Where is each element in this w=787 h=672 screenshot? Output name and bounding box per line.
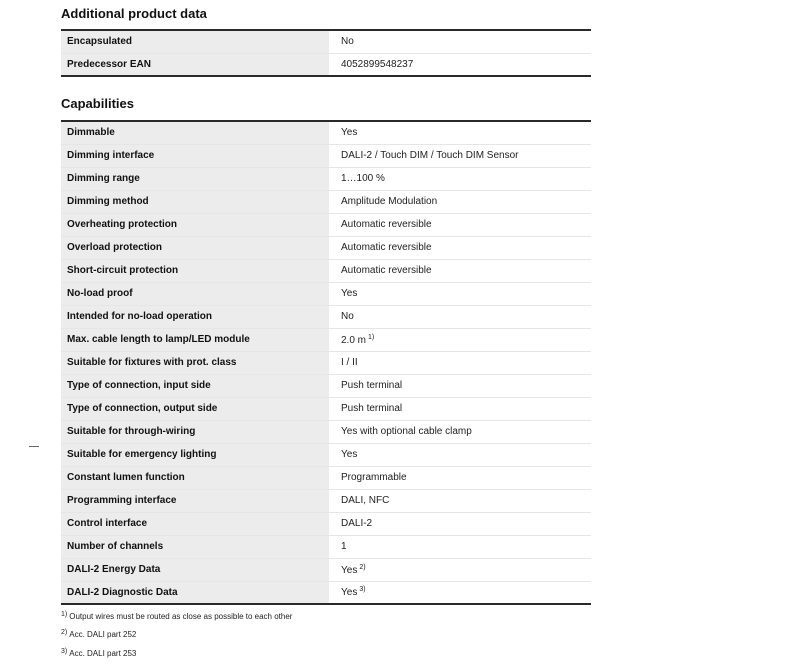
row-value-text: Yes: [341, 587, 358, 599]
footnote-reference: 1): [368, 333, 375, 341]
row-value-text: Automatic reversible: [341, 265, 432, 276]
table-row: [61, 282, 591, 305]
row-label: Predecessor EAN: [61, 53, 329, 76]
row-label: Suitable for emergency lighting: [61, 443, 329, 466]
footnote-text: Acc. DALI part 252: [69, 630, 137, 639]
row-value-text: Yes with optional cable clamp: [341, 426, 472, 437]
row-value-text: Automatic reversible: [341, 219, 432, 230]
row-value: [329, 512, 591, 535]
table-row: [61, 420, 591, 443]
table-row: [61, 305, 591, 328]
table-row: [61, 558, 591, 581]
table-row: [61, 489, 591, 512]
footnote-mark: 1): [61, 611, 68, 618]
row-value-text: 1: [341, 541, 347, 552]
table-row: [61, 443, 591, 466]
row-label: DALI-2 Diagnostic Data: [61, 581, 329, 604]
row-value-text: Push terminal: [341, 380, 403, 391]
row-label: Number of channels: [61, 535, 329, 558]
row-value: [329, 558, 591, 581]
row-value-text: DALI-2: [341, 518, 373, 529]
row-value-text: DALI, NFC: [341, 495, 390, 506]
row-value: [329, 397, 591, 420]
table-row: [61, 121, 591, 144]
row-label: Dimmable: [61, 121, 329, 144]
table-row: [61, 581, 591, 604]
row-value: [329, 121, 591, 144]
footnote-mark: 3): [61, 648, 68, 655]
row-value: [329, 282, 591, 305]
row-value-text: Yes: [341, 564, 358, 576]
table-row: [61, 397, 591, 420]
row-value-text: 4052899548237: [341, 58, 414, 70]
footnote-text: Acc. DALI part 253: [69, 649, 137, 658]
footnote-1: [61, 611, 292, 621]
row-label: Dimming range: [61, 167, 329, 190]
row-label: Short-circuit protection: [61, 259, 329, 282]
row-value-text: DALI-2 / Touch DIM / Touch DIM Sensor: [341, 150, 519, 161]
additional-product-data-heading: Additional product data: [61, 6, 207, 21]
row-label: Constant lumen function: [61, 466, 329, 489]
row-value-text: Programmable: [341, 472, 407, 483]
table-row: [61, 167, 591, 190]
table-row: [61, 535, 591, 558]
table-row: [61, 328, 591, 351]
row-value: [329, 259, 591, 282]
row-label: Overload protection: [61, 236, 329, 259]
row-value: [329, 420, 591, 443]
row-label: Type of connection, output side: [61, 397, 329, 420]
table-row: [61, 374, 591, 397]
row-value: [329, 53, 591, 76]
row-value: [329, 351, 591, 374]
row-label: Intended for no-load operation: [61, 305, 329, 328]
table-row: [61, 512, 591, 535]
row-value: [329, 236, 591, 259]
table-row: [61, 53, 591, 76]
row-value: [329, 30, 591, 53]
row-value-text: Yes: [341, 288, 358, 299]
footnote-reference: 2): [359, 563, 366, 571]
footnote-mark: 2): [61, 629, 68, 636]
row-label: Overheating protection: [61, 213, 329, 236]
row-label: No-load proof: [61, 282, 329, 305]
table-row: [61, 259, 591, 282]
row-value: [329, 443, 591, 466]
row-value: [329, 581, 591, 604]
row-label: Control interface: [61, 512, 329, 535]
row-value: [329, 489, 591, 512]
row-value: [329, 535, 591, 558]
row-label: Max. cable length to lamp/LED module: [61, 328, 329, 351]
margin-dash-mark: [29, 446, 39, 447]
row-label: Dimming method: [61, 190, 329, 213]
footnote-text: Output wires must be routed as close as possible to each other: [69, 612, 293, 621]
table-row: [61, 144, 591, 167]
footnote-3: [61, 648, 136, 658]
row-value: [329, 328, 591, 351]
table-row: [61, 30, 591, 53]
row-value: [329, 167, 591, 190]
row-value-text: Yes: [341, 449, 358, 460]
row-value-text: 1…100 %: [341, 173, 385, 184]
row-value-text: Yes: [341, 127, 358, 139]
row-value-text: Amplitude Modulation: [341, 196, 438, 207]
row-value: [329, 305, 591, 328]
row-value-text: Automatic reversible: [341, 242, 432, 253]
row-value-text: I / II: [341, 357, 358, 368]
row-label: Dimming interface: [61, 144, 329, 167]
row-value: [329, 190, 591, 213]
table-row: [61, 351, 591, 374]
row-value-text: Push terminal: [341, 403, 403, 414]
row-value-text: 2.0 m: [341, 334, 367, 346]
row-value: [329, 213, 591, 236]
capabilities-heading: Capabilities: [61, 96, 134, 111]
row-value: [329, 144, 591, 167]
row-value: [329, 374, 591, 397]
table-row: [61, 236, 591, 259]
row-label: Programming interface: [61, 489, 329, 512]
footnote-2: [61, 629, 136, 639]
row-label: DALI-2 Energy Data: [61, 558, 329, 581]
row-label: Encapsulated: [61, 30, 329, 53]
table-row: [61, 466, 591, 489]
row-value-text: No: [341, 36, 354, 48]
table-row: [61, 190, 591, 213]
additional-product-data-table: [61, 29, 591, 77]
row-value-text: No: [341, 311, 354, 322]
row-value: [329, 466, 591, 489]
row-label: Suitable for fixtures with prot. class: [61, 351, 329, 374]
footnote-reference: 3): [359, 586, 366, 594]
table-row: [61, 213, 591, 236]
capabilities-table: [61, 120, 591, 605]
row-label: Suitable for through-wiring: [61, 420, 329, 443]
row-label: Type of connection, input side: [61, 374, 329, 397]
